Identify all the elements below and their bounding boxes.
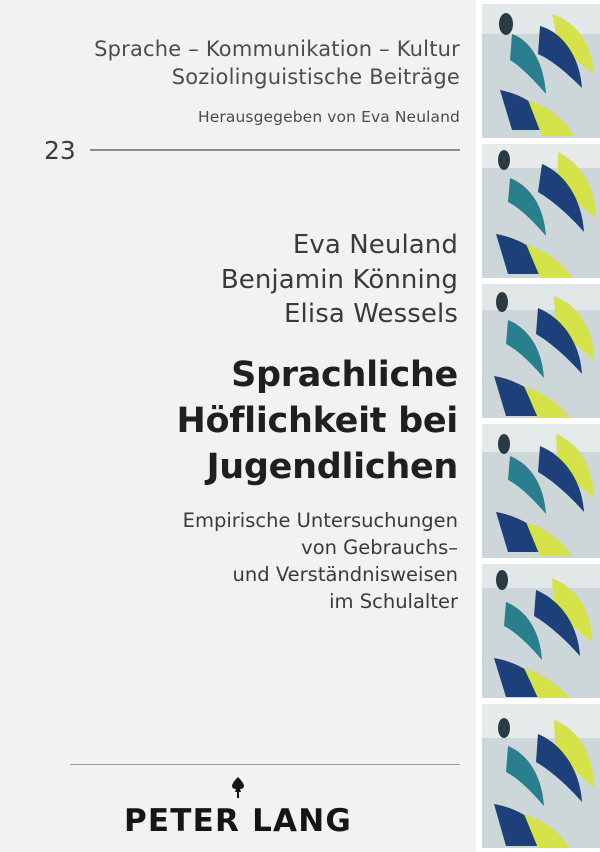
abstract-fish-painting xyxy=(482,4,600,138)
subtitle-line: im Schulalter xyxy=(329,589,458,613)
book-title xyxy=(28,352,458,491)
abstract-fish-painting xyxy=(482,284,600,418)
series-title-line-1: Sprache – Kommunikation – Kultur xyxy=(94,37,460,61)
title-line: Höflichkeit bei xyxy=(176,401,458,442)
subtitle-line: Empirische Untersuchungen xyxy=(182,509,458,532)
author-list xyxy=(28,228,458,332)
book-subtitle xyxy=(28,508,458,616)
abstract-fish-painting xyxy=(482,144,600,278)
abstract-fish-painting xyxy=(482,704,600,848)
publisher-block xyxy=(0,775,476,839)
volume-divider xyxy=(90,149,460,151)
volume-number: 23 xyxy=(44,135,76,165)
subtitle-line: von Gebrauchs– xyxy=(301,535,458,559)
volume-row xyxy=(44,133,460,167)
abstract-fish-painting xyxy=(482,564,600,698)
series-title-line-2: Soziolinguistische Beiträge xyxy=(171,64,460,89)
title-line: Jugendlichen xyxy=(206,447,458,488)
author-name: Elisa Wessels xyxy=(284,299,458,330)
series-editor: Herausgegeben von Eva Neuland xyxy=(198,107,460,126)
author-name: Benjamin Könning xyxy=(220,264,458,295)
series-block xyxy=(44,36,460,126)
publisher-name: PETER LANG xyxy=(123,803,353,839)
title-line: Sprachliche xyxy=(231,355,458,395)
cover-artwork-strip xyxy=(476,0,600,852)
abstract-fish-painting xyxy=(482,424,600,558)
subtitle-line: und Verständnisweisen xyxy=(232,562,458,586)
peter-lang-tree-icon xyxy=(225,775,251,801)
publisher-divider xyxy=(70,764,460,765)
author-name: Eva Neuland xyxy=(292,230,458,260)
